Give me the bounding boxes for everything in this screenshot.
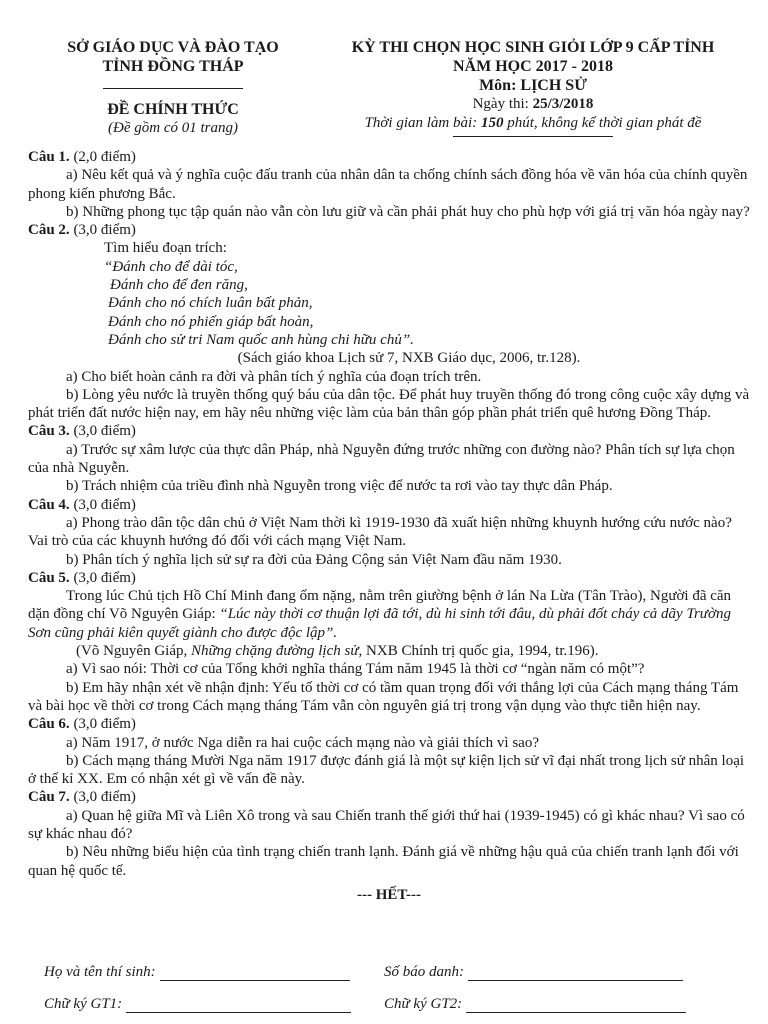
quote-source: (Võ Nguyên Giáp, Những chặng đường lịch sử, NXB Chính trị quốc gia, 1994, tr.196). <box>76 643 599 660</box>
question-4 <box>28 496 750 569</box>
question-heading: Câu 7. (3,0 điểm) <box>28 789 136 806</box>
excerpt-line: Đánh cho nó chích luân bất phản, <box>108 295 313 312</box>
question-heading: Câu 1. (2,0 điểm) <box>28 149 136 165</box>
candidate-name-field[interactable] <box>160 966 350 981</box>
department-name: SỞ GIÁO DỤC VÀ ĐÀO TẠO <box>67 39 279 56</box>
question-part-a: a) Vì sao nói: Thời cơ của Tổng khởi nghĩa tháng Tám năm 1945 là thời cơ “ngàn năm có một”? <box>66 661 645 678</box>
supervisor1-cell <box>44 996 384 1013</box>
question-part-a: a) Phong trào dân tộc dân chủ ở Việt Nam thời kì 1919-1930 đã xuất hiện những khuynh hướng cứu nước nào? Vai trò của các khuynh hướng đó đối với cách mạng Việt Nam. <box>28 514 732 550</box>
supervisor2-signature-label: Chữ ký GT2: <box>384 996 463 1012</box>
question-part-b: b) Những phong tục tập quán nào vẫn còn lưu giữ và cần phải phát huy cho phù hợp với giá trị văn hóa ngày nay? <box>66 203 750 220</box>
question-part-b: b) Nêu những biểu hiện của tình trạng chiến tranh lạnh. Đánh giá về những hậu quả của chiến tranh lạnh đối với quan hệ quốc tế. <box>28 844 739 879</box>
question-7 <box>28 788 750 879</box>
header-left <box>28 38 318 137</box>
candidate-id-cell <box>384 964 724 981</box>
excerpt-line: “Đánh cho để dài tóc, <box>104 258 238 275</box>
question-part-a: a) Cho biết hoàn cảnh ra đời và phân tích ý nghĩa của đoạn trích trên. <box>66 368 482 385</box>
question-heading: Câu 6. (3,0 điểm) <box>28 716 136 733</box>
question-part-a: a) Trước sự xâm lược của thực dân Pháp, nhà Nguyễn đứng trước những con đường nào? Phân tích sự lựa chọn của nhà Nguyễn. <box>28 441 735 477</box>
question-part-b: b) Phân tích ý nghĩa lịch sử sự ra đời của Đảng Cộng sản Việt Nam đầu năm 1930. <box>66 551 562 568</box>
question-1 <box>28 148 750 221</box>
exam-title: KỲ THI CHỌN HỌC SINH GIỎI LỚP 9 CẤP TỈNH <box>351 39 715 56</box>
school-year: NĂM HỌC 2017 - 2018 <box>453 58 613 75</box>
candidate-name-cell <box>44 964 384 981</box>
question-part-b: b) Cách mạng tháng Mười Nga năm 1917 được đánh giá là một sự kiện lịch sử vĩ đại nhất trong lịch sử nhân loại ở thế kỉ XX. Em có nhận xét gì về vấn đề này. <box>28 752 745 788</box>
end-mark: --- HẾT--- <box>356 886 422 903</box>
header-right <box>318 38 748 137</box>
excerpt-intro: Tìm hiểu đoạn trích: <box>104 240 227 257</box>
question-6 <box>28 715 750 788</box>
question-heading: Câu 5. (3,0 điểm) <box>28 569 136 586</box>
supervisor1-signature-field[interactable] <box>126 998 351 1013</box>
excerpt-line: Đánh cho để đen răng, <box>110 277 248 294</box>
exam-duration: Thời gian làm bài: 150 phút, không kể thời gian phát đề <box>364 115 702 131</box>
question-part-a: a) Quan hệ giữa Mĩ và Liên Xô trong và sau Chiến tranh thế giới thứ hai (1939-1945) có gì khác nhau? Vì sao có sự khác nhau đó? <box>28 807 745 842</box>
excerpt-line: Đánh cho sử tri Nam quốc anh hùng chi hữu chủ”. <box>108 331 414 348</box>
supervisor2-cell <box>384 996 724 1013</box>
footer-row <box>44 987 744 1013</box>
question-intro: Trong lúc Chủ tịch Hồ Chí Minh đang ốm nặng, nằm trên giường bệnh ở lán Na Lừa (Tân Trào), Người đã căn dặn đồng chí Võ Nguyên Giáp: “Lúc này thời cơ thuận lợi đã tới, dù hi sinh tới đâu, dù phải đốt cháy cả dãy Trường Sơn cũng phải kiên quyết giành cho được độc lập”. <box>28 588 732 641</box>
question-3 <box>28 422 750 495</box>
candidate-info <box>44 955 744 1013</box>
pages-note: (Đề gồm có 01 trang) <box>108 120 238 136</box>
excerpt-line: Đánh cho nó phiến giáp bất hoàn, <box>108 313 314 330</box>
footer-row <box>44 955 744 981</box>
question-2 <box>28 221 750 422</box>
candidate-id-field[interactable] <box>468 966 683 981</box>
candidate-name-label: Họ và tên thí sinh: <box>44 964 156 980</box>
question-part-b: b) Lòng yêu nước là truyền thống quý báu của dân tộc. Để phát huy truyền thống đó trong công cuộc xây dựng và phát triển đất nước hiện nay, em hãy nêu những việc làm của bản thân góp phần phát triển quê hương Đồng Tháp. <box>28 386 750 422</box>
header-right-rule <box>453 136 613 137</box>
question-heading: Câu 4. (3,0 điểm) <box>28 496 136 513</box>
question-heading: Câu 3. (3,0 điểm) <box>28 423 136 440</box>
question-part-b: b) Em hãy nhận xét về nhận định: Yếu tố thời cơ có tầm quan trọng đối với thắng lợi của Cách mạng tháng Tám và bài học về thời cơ trong Cách mạng tháng Tám vẫn còn nguyên giá trị trong vận dụng vào thực tiễn hiện nay. <box>28 679 739 714</box>
province-name: TỈNH ĐỒNG THÁP <box>102 58 244 75</box>
question-5 <box>28 569 750 715</box>
supervisor1-signature-label: Chữ ký GT1: <box>44 996 123 1012</box>
exam-date: Ngày thi: 25/3/2018 <box>472 96 594 112</box>
supervisor2-signature-field[interactable] <box>466 998 686 1013</box>
question-heading: Câu 2. (3,0 điểm) <box>28 222 136 239</box>
excerpt-source: (Sách giáo khoa Lịch sử 7, NXB Giáo dục, 2006, tr.128). <box>237 350 581 367</box>
candidate-id-label: Số báo danh: <box>384 964 464 980</box>
header-left-rule <box>103 88 243 89</box>
exam-body <box>28 148 750 904</box>
subject: Môn: LỊCH SỬ <box>479 77 587 94</box>
question-part-a: a) Năm 1917, ở nước Nga diễn ra hai cuộc cách mạng nào và giải thích vì sao? <box>66 734 539 751</box>
official-label: ĐỀ CHÍNH THỨC <box>107 101 239 118</box>
question-part-a: a) Nêu kết quả và ý nghĩa cuộc đấu tranh của nhân dân ta chống chính sách đồng hóa về văn hóa của chính quyền phong kiến phương Bắc. <box>28 167 748 202</box>
question-part-b: b) Trách nhiệm của triều đình nhà Nguyễn trong việc để nước ta rơi vào tay thực dân Pháp. <box>66 478 613 495</box>
